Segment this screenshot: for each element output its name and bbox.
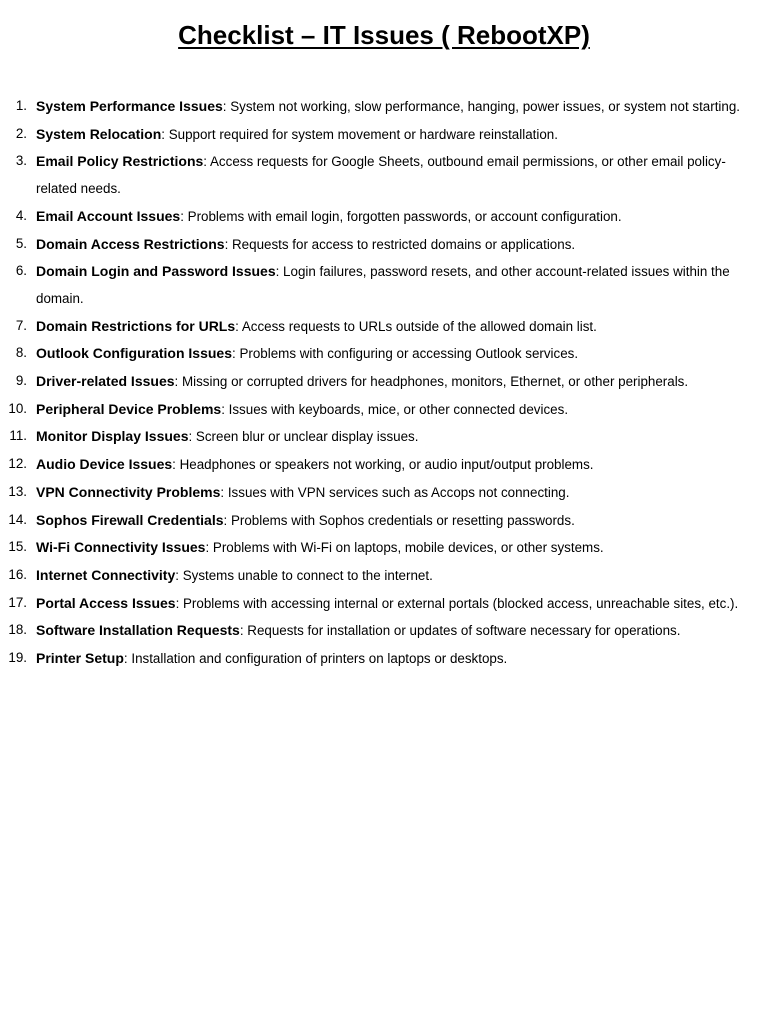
item-term: Outlook Configuration Issues [36, 345, 233, 362]
item-term: Portal Access Issues [36, 594, 176, 611]
item-number: 9. [15, 373, 27, 389]
item-description: : Issues with keyboards, mice, or other connected devices. [221, 401, 569, 417]
item-description: : Login failures, password resets, and other account-related issues within the domain. [36, 264, 730, 306]
item-number: 19. [8, 650, 27, 666]
item-number: 17. [8, 594, 27, 610]
checklist-item [0, 534, 768, 562]
item-number: 8. [15, 345, 27, 361]
item-number: 10. [8, 400, 27, 416]
checklist-item [0, 645, 768, 673]
item-term: Domain Access Restrictions [36, 235, 225, 252]
item-number: 11. [9, 428, 27, 444]
item-term: System Performance Issues [36, 98, 223, 114]
item-term: Email Account Issues [36, 207, 181, 224]
item-description: : Issues with VPN services such as Accops not connecting. [220, 484, 570, 500]
item-term: Email Policy Restrictions [36, 153, 204, 170]
item-description: : Requests for installation or updates of software necessary for operations. [239, 623, 681, 639]
item-term: Audio Device Issues [36, 456, 173, 473]
item-description: : Requests for access to restricted domains or applications. [224, 236, 576, 252]
item-number: 6. [15, 263, 27, 279]
item-number: 7. [15, 317, 27, 333]
item-term: Peripheral Device Problems [36, 400, 222, 417]
item-number: 13. [8, 483, 27, 499]
checklist-item [0, 451, 768, 479]
item-term: Sophos Firewall Credentials [36, 511, 224, 528]
item-description: : Problems with Wi-Fi on laptops, mobile devices, or other systems. [205, 540, 604, 556]
checklist-item [0, 313, 768, 341]
checklist-item [0, 368, 768, 396]
item-description: : Systems unable to connect to the internet. [175, 567, 433, 583]
item-number: 1. [15, 98, 27, 113]
checklist-item [0, 396, 768, 424]
checklist-item [0, 340, 768, 368]
checklist-item [0, 203, 768, 231]
item-term: Driver-related Issues [36, 373, 175, 390]
checklist-item [0, 148, 768, 202]
checklist-item [0, 590, 768, 618]
document-title: Checklist – IT Issues ( RebootXP) [178, 20, 590, 50]
item-description: : Headphones or speakers not working, or audio input/output problems. [172, 457, 594, 473]
item-description: : Missing or corrupted drivers for headphones, monitors, Ethernet, or other peripherals. [174, 374, 689, 390]
item-description: : Access requests to URLs outside of the allowed domain list. [235, 318, 597, 334]
item-term: Software Installation Requests [36, 622, 240, 639]
item-term: Wi-Fi Connectivity Issues [36, 539, 206, 556]
item-description: : Screen blur or unclear display issues. [188, 429, 419, 445]
item-description: : Problems with email login, forgotten passwords, or account configuration. [180, 208, 622, 224]
checklist-item [0, 507, 768, 535]
item-number: 16. [8, 566, 27, 582]
item-term: Printer Setup [36, 650, 124, 667]
item-description: : Problems with Sophos credentials or resetting passwords. [223, 512, 575, 528]
checklist-item [0, 617, 768, 645]
item-number: 15. [8, 539, 27, 555]
item-number: 18. [8, 622, 27, 638]
item-number: 2. [15, 125, 27, 141]
checklist-item [0, 258, 768, 312]
item-term: Internet Connectivity [36, 566, 176, 583]
item-description: : Installation and configuration of printers on laptops or desktops. [123, 651, 508, 667]
item-number: 14. [8, 511, 27, 527]
item-term: Monitor Display Issues [36, 428, 189, 445]
item-description: : Problems with configuring or accessing Outlook services. [232, 346, 579, 362]
item-number: 12. [8, 456, 27, 472]
item-term: Domain Login and Password Issues [36, 263, 276, 280]
item-description: : Support required for system movement or hardware reinstallation. [161, 126, 558, 142]
item-description: : Problems with accessing internal or external portals (blocked access, unreachable sites, etc.). [175, 595, 739, 611]
item-term: VPN Connectivity Problems [36, 483, 221, 500]
item-description: : System not working, slow performance, hanging, power issues, or system not starting. [222, 99, 741, 114]
issue-checklist [0, 93, 768, 673]
checklist-item [0, 93, 768, 121]
checklist-item [0, 423, 768, 451]
item-term: Domain Restrictions for URLs [36, 317, 236, 334]
checklist-item [0, 479, 768, 507]
checklist-item [0, 562, 768, 590]
item-number: 4. [15, 207, 27, 223]
checklist-item [0, 231, 768, 259]
item-number: 5. [15, 235, 27, 251]
item-number: 3. [15, 153, 27, 169]
checklist-item [0, 121, 768, 149]
item-term: System Relocation [36, 125, 162, 142]
item-description: : Access requests for Google Sheets, outbound email permissions, or other email policy-related needs. [36, 154, 726, 197]
